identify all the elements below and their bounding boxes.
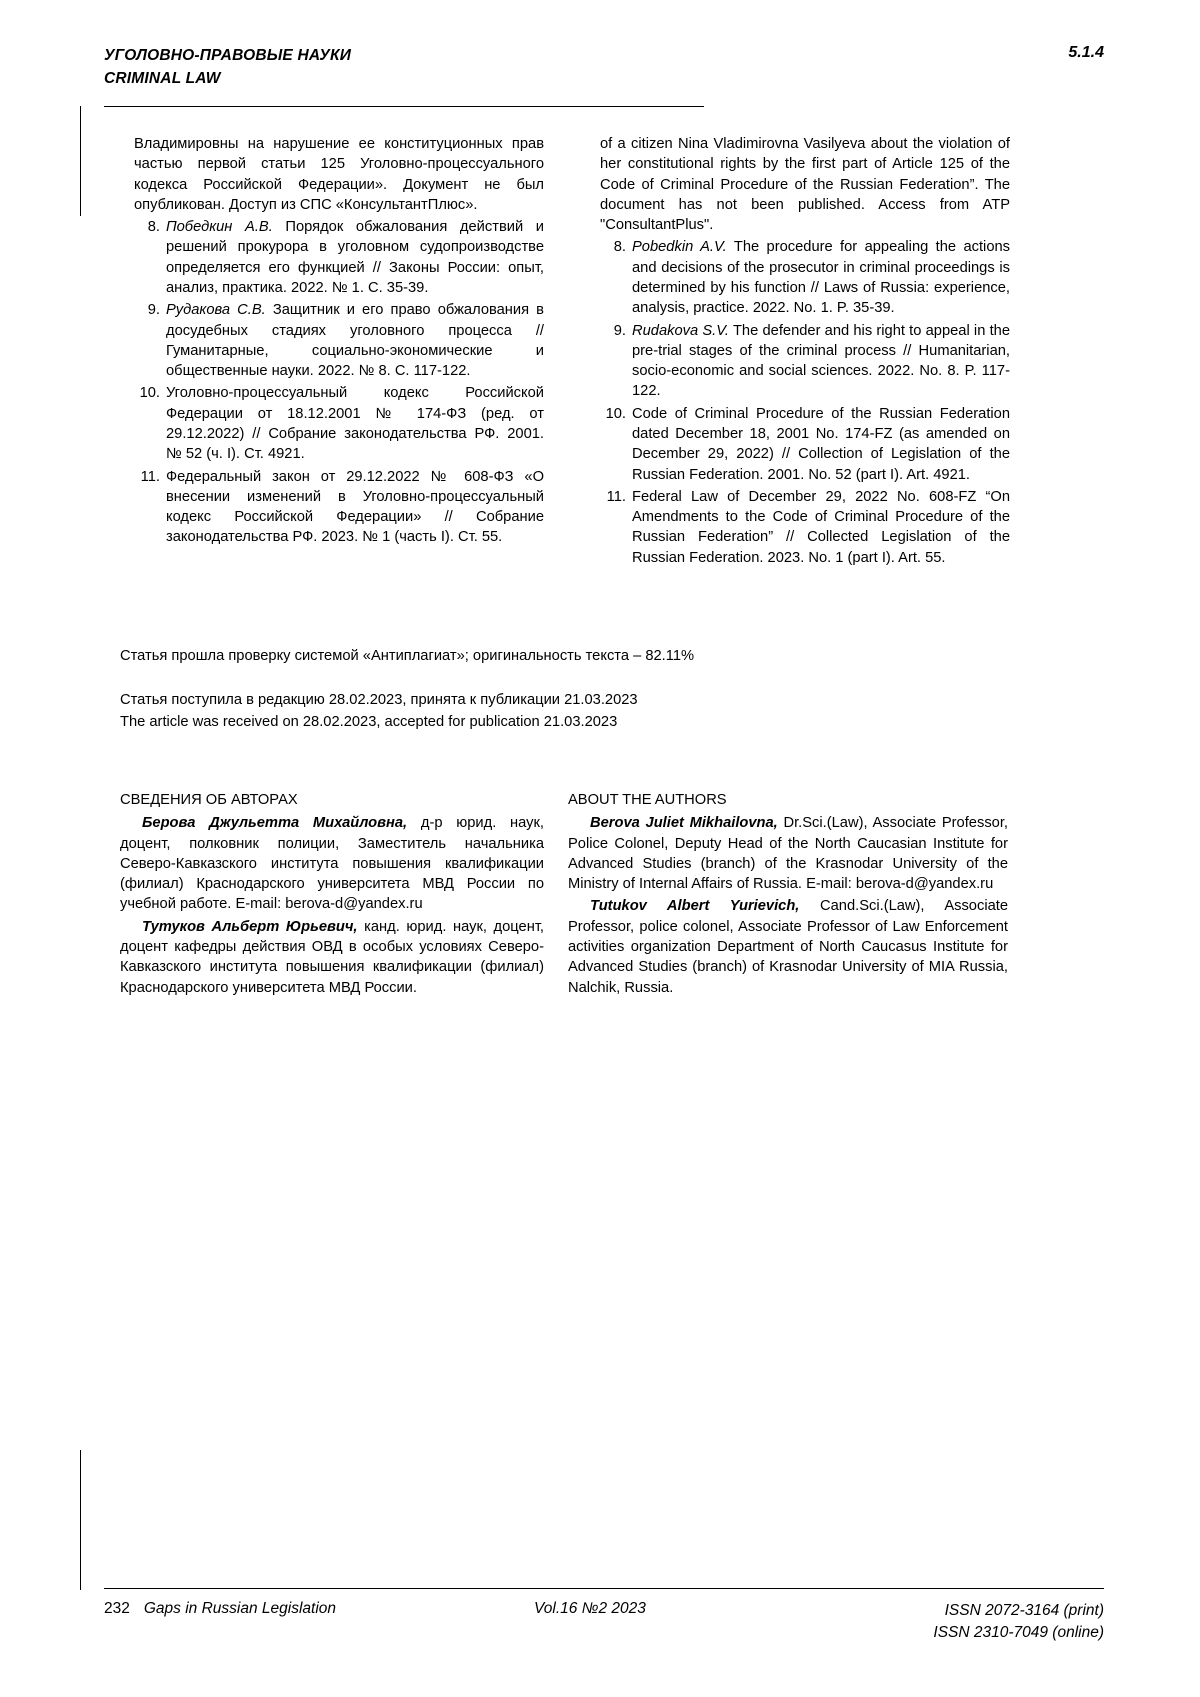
left-margin-rule-top [80, 106, 81, 216]
continuation-paragraph-en: of a citizen Nina Vladimirovna Vasilyeva about the violation of her constitutional rights by the first part of Article 125 of the Code of Criminal Procedure of the Russian Federation”. The document has not been published. Access from ATP "ConsultantPlus". [600, 136, 1010, 234]
authors-heading-en: ABOUT THE AUTHORS [568, 792, 727, 808]
reference-item [134, 300, 544, 381]
publication-notes [120, 645, 1020, 733]
reference-item [600, 404, 1010, 485]
author-affiliation: д-р юрид. наук, доцент, полковник полиции, Заместитель начальника Северо-Кавказского института повышения квалификации (филиал) Краснодарского университета МВД России по учебной работе. E-mail: berova-d@yandex.ru [120, 815, 544, 913]
page-footer [104, 1600, 1104, 1645]
header-code: 5.1.4 [1068, 44, 1104, 61]
author-name: Tutukov Albert Yurievich, [590, 898, 800, 915]
reference-item [600, 487, 1010, 568]
reference-author: Победкин А.В. [166, 219, 273, 236]
reference-number: 9. [613, 322, 626, 339]
reference-number: 8. [147, 219, 160, 236]
reference-author: Рудакова С.В. [166, 302, 266, 319]
reference-item [600, 321, 1010, 402]
reference-text: Code of Criminal Procedure of the Russian Federation dated December 18, 2001 No. 174-FZ (as amended on December 29, 2022) // Collection of Legislation of the Russian Federation. 2001. No. 52 (part I). Art. 4921. [632, 405, 1010, 483]
author-affiliation: Cand.Sci.(Law), Associate Professor, police colonel, Associate Professor of Law Enforcement activities organization Department of North Caucasus Institute for Advanced Studies (branch) of Krasnodar University of MIA Russia, Nalchik, Russia. [568, 898, 1008, 996]
author-affiliation: Dr.Sci.(Law), Associate Professor, Police Colonel, Deputy Head of the North Caucasian Institute for Advanced Studies (branch) of the Krasnodar University of the Ministry of Internal Affairs of Russia. E-mail: berova-d@yandex.ru [568, 815, 1008, 893]
reference-text: The defender and his right to appeal in the pre-trial stages of the criminal process // Humanitarian, socio-economic and social sciences. 2022. No. 8. P. 117-122. [632, 322, 1010, 400]
reference-item [600, 237, 1010, 318]
column-english [600, 134, 1010, 568]
author-name: Berova Juliet Mikhailovna, [590, 815, 778, 832]
reference-text: Защитник и его право обжалования в досудебных стадиях уголовного процесса // Гуманитарные, социально-экономические и общественные науки. 2022. № 8. С. 117-122. [166, 302, 544, 380]
reference-item [134, 217, 544, 298]
reference-number: 11. [140, 468, 160, 485]
author-entry [120, 813, 544, 914]
footer-issn-online: ISSN 2310-7049 (online) [933, 1624, 1104, 1642]
authors-heading-ru: СВЕДЕНИЯ ОБ АВТОРАХ [120, 792, 298, 808]
received-note-ru: Статья поступила в редакцию 28.02.2023, принята к публикации 21.03.2023 [120, 692, 638, 709]
left-margin-rule-bottom [80, 1450, 81, 1590]
authors-section-ru [120, 790, 544, 1000]
reference-item [134, 467, 544, 548]
footer-page-number: 232 [104, 1600, 130, 1617]
reference-list-en [600, 237, 1010, 568]
authors-section-en [568, 790, 1008, 1000]
author-entry [120, 917, 544, 998]
page-header [104, 44, 1104, 91]
reference-text: The procedure for appealing the actions and decisions of the prosecutor in criminal proceedings is determined by his function // Laws of Russia: experience, analysis, practice. 2022. No. 1. P. 35-39. [632, 239, 1010, 317]
reference-text: Порядок обжалования действий и решений прокурора в уголовном судопроизводстве определяется его функцией // Законы России: опыт, анализ, практика. 2022. № 1. С. 35-39. [166, 219, 544, 296]
footer-divider [104, 1588, 1104, 1589]
reference-text: Федеральный закон от 29.12.2022 № 608-ФЗ «О внесении изменений в Уголовно-процессуальный кодекс Российской Федерации» // Собрание законодательства РФ. 2023. № 1 (часть I). Ст. 55. [166, 468, 544, 546]
author-name: Берова Джульетта Михайловна, [142, 815, 408, 832]
header-title-ru: УГОЛОВНО-ПРАВОВЫЕ НАУКИ [104, 47, 352, 64]
reference-number: 10. [605, 405, 626, 422]
continuation-paragraph-ru: Владимировны на нарушение ее конституционных прав частью первой статьи 125 Уголовно-процессуального кодекса Российской Федерации». Документ не был опубликован. Доступ из СПС «КонсультантПлюс». [134, 136, 544, 213]
author-entry [568, 813, 1008, 894]
reference-list-ru [134, 217, 544, 548]
reference-number: 11. [606, 488, 626, 505]
author-name: Тутуков Альберт Юрьевич, [142, 918, 358, 935]
received-note-en: The article was received on 28.02.2023, accepted for publication 21.03.2023 [120, 714, 618, 731]
reference-item [134, 383, 544, 464]
header-divider [104, 106, 704, 107]
footer-volume: Vol.16 №2 2023 [534, 1600, 646, 1617]
footer-journal-name: Gaps in Russian Legislation [143, 1600, 337, 1617]
author-affiliation: канд. юрид. наук, доцент, доцент кафедры действия ОВД в особых условиях Северо-Кавказского института повышения квалификации (филиал) Краснодарского университета МВД России. [120, 918, 544, 996]
antiplagiat-note: Статья прошла проверку системой «Антиплагиат»; оригинальность текста – 82.11% [120, 648, 695, 664]
reference-number: 9. [147, 302, 160, 319]
reference-text: Federal Law of December 29, 2022 No. 608-FZ “On Amendments to the Code of Criminal Procedure of the Russian Federation” // Collected Legislation of the Russian Federation. 2023. No. 1 (part I). Art. 55. [632, 488, 1010, 566]
header-section-title [104, 44, 351, 91]
reference-number: 10. [139, 385, 160, 402]
reference-author: Pobedkin A.V. [632, 239, 727, 256]
header-title-en: CRIMINAL LAW [104, 70, 221, 88]
footer-issn-print: ISSN 2072-3164 (print) [944, 1602, 1104, 1619]
reference-text: Уголовно-процессуальный кодекс Российской Федерации от 18.12.2001 № 174-ФЗ (ред. от 29.12.2022) // Собрание законодательства РФ. 2001. № 52 (ч. I). Ст. 4921. [166, 385, 544, 463]
reference-number: 8. [613, 239, 626, 256]
author-entry [568, 896, 1008, 997]
reference-author: Rudakova S.V. [632, 322, 730, 339]
column-russian [134, 134, 544, 548]
